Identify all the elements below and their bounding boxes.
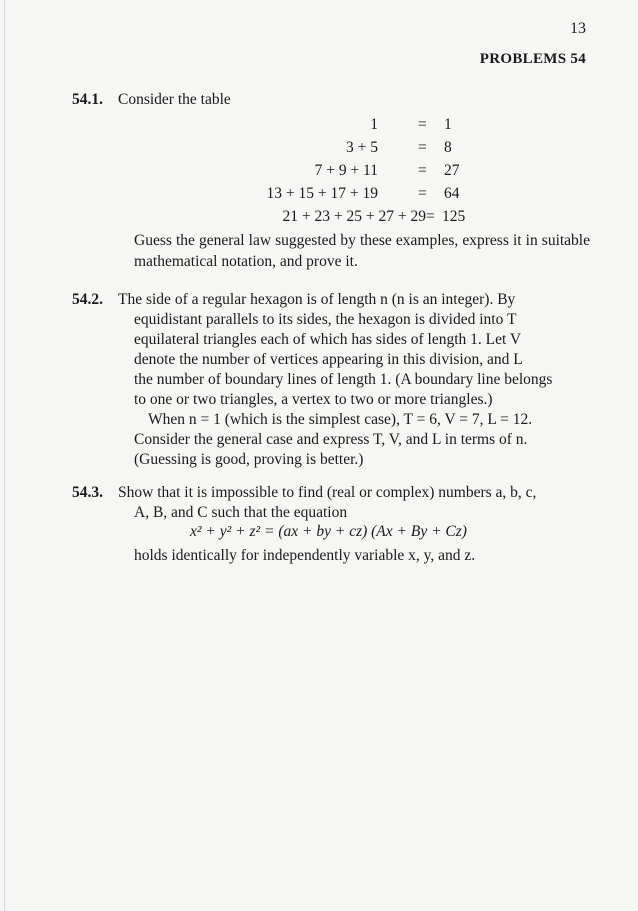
text-line: A, B, and C such that the equation: [134, 504, 348, 521]
problem-54-1-question: Guess the general law suggested by these examples, express it in suitable mathematical notation, and prove it.: [134, 232, 590, 270]
problem-54-2: [72, 290, 590, 470]
table-rhs: 64: [444, 185, 460, 202]
running-head: PROBLEMS 54: [479, 51, 586, 67]
table-lhs: 7 + 9 + 11: [314, 162, 378, 179]
table-lhs: 1: [370, 116, 378, 133]
problem-54-3-body: [118, 483, 590, 523]
text-line: the number of boundary lines of length 1. (A boundary line belongs: [134, 371, 553, 388]
table-lhs: 13 + 15 + 17 + 19: [266, 185, 378, 202]
text-line: When n = 1 (which is the simplest case), T = 6, V = 7, L = 12.: [148, 411, 533, 428]
problem-54-1: [72, 90, 590, 110]
page-number: 13: [570, 20, 586, 37]
table-row: [238, 139, 498, 162]
table-rhs: 1: [444, 116, 452, 133]
text-line: Consider the general case and express T, V, and L in terms of n.: [134, 431, 528, 448]
text-line: Show that it is impossible to find (real or complex) numbers a, b, c,: [118, 484, 537, 501]
table-row: [238, 208, 498, 231]
page-edge: [4, 0, 5, 911]
problem-intro: Consider the table: [118, 91, 231, 108]
text-line: (Guessing is good, proving is better.): [134, 451, 364, 468]
table-row: [238, 116, 498, 139]
problem-number: 54.2.: [72, 291, 103, 308]
text-line: to one or two triangles, a vertex to two or more triangles.): [134, 391, 493, 408]
table-equals: =: [418, 162, 427, 179]
text-line: The side of a regular hexagon is of length n (n is an integer). By: [118, 291, 516, 308]
text-line: denote the number of vertices appearing in this division, and L: [134, 351, 523, 368]
problem-number: 54.1.: [72, 91, 103, 108]
table-lhs: 21 + 23 + 25 + 27 + 29: [282, 208, 426, 225]
problem-number: 54.3.: [72, 484, 103, 501]
table-equals: =: [426, 208, 435, 225]
table-rhs: 8: [444, 139, 452, 156]
problem-54-2-body: [118, 290, 590, 470]
sum-table: [238, 116, 498, 231]
table-equals: =: [418, 139, 427, 156]
problem-54-3: [72, 483, 590, 523]
table-equals: =: [418, 116, 427, 133]
table-rhs: 27: [444, 162, 460, 179]
table-rhs: 125: [442, 208, 466, 225]
text-line: equilateral triangles each of which has sides of length 1. Let V: [134, 331, 522, 348]
problem-54-3-closing: holds identically for independently variable x, y, and z.: [134, 547, 476, 564]
table-row: [238, 162, 498, 185]
equation: x² + y² + z² = (ax + by + cz) (Ax + By + Cz): [190, 523, 467, 540]
table-equals: =: [418, 185, 427, 202]
table-lhs: 3 + 5: [346, 139, 378, 156]
text-line: equidistant parallels to its sides, the hexagon is divided into T: [134, 311, 517, 328]
table-row: [238, 185, 498, 208]
